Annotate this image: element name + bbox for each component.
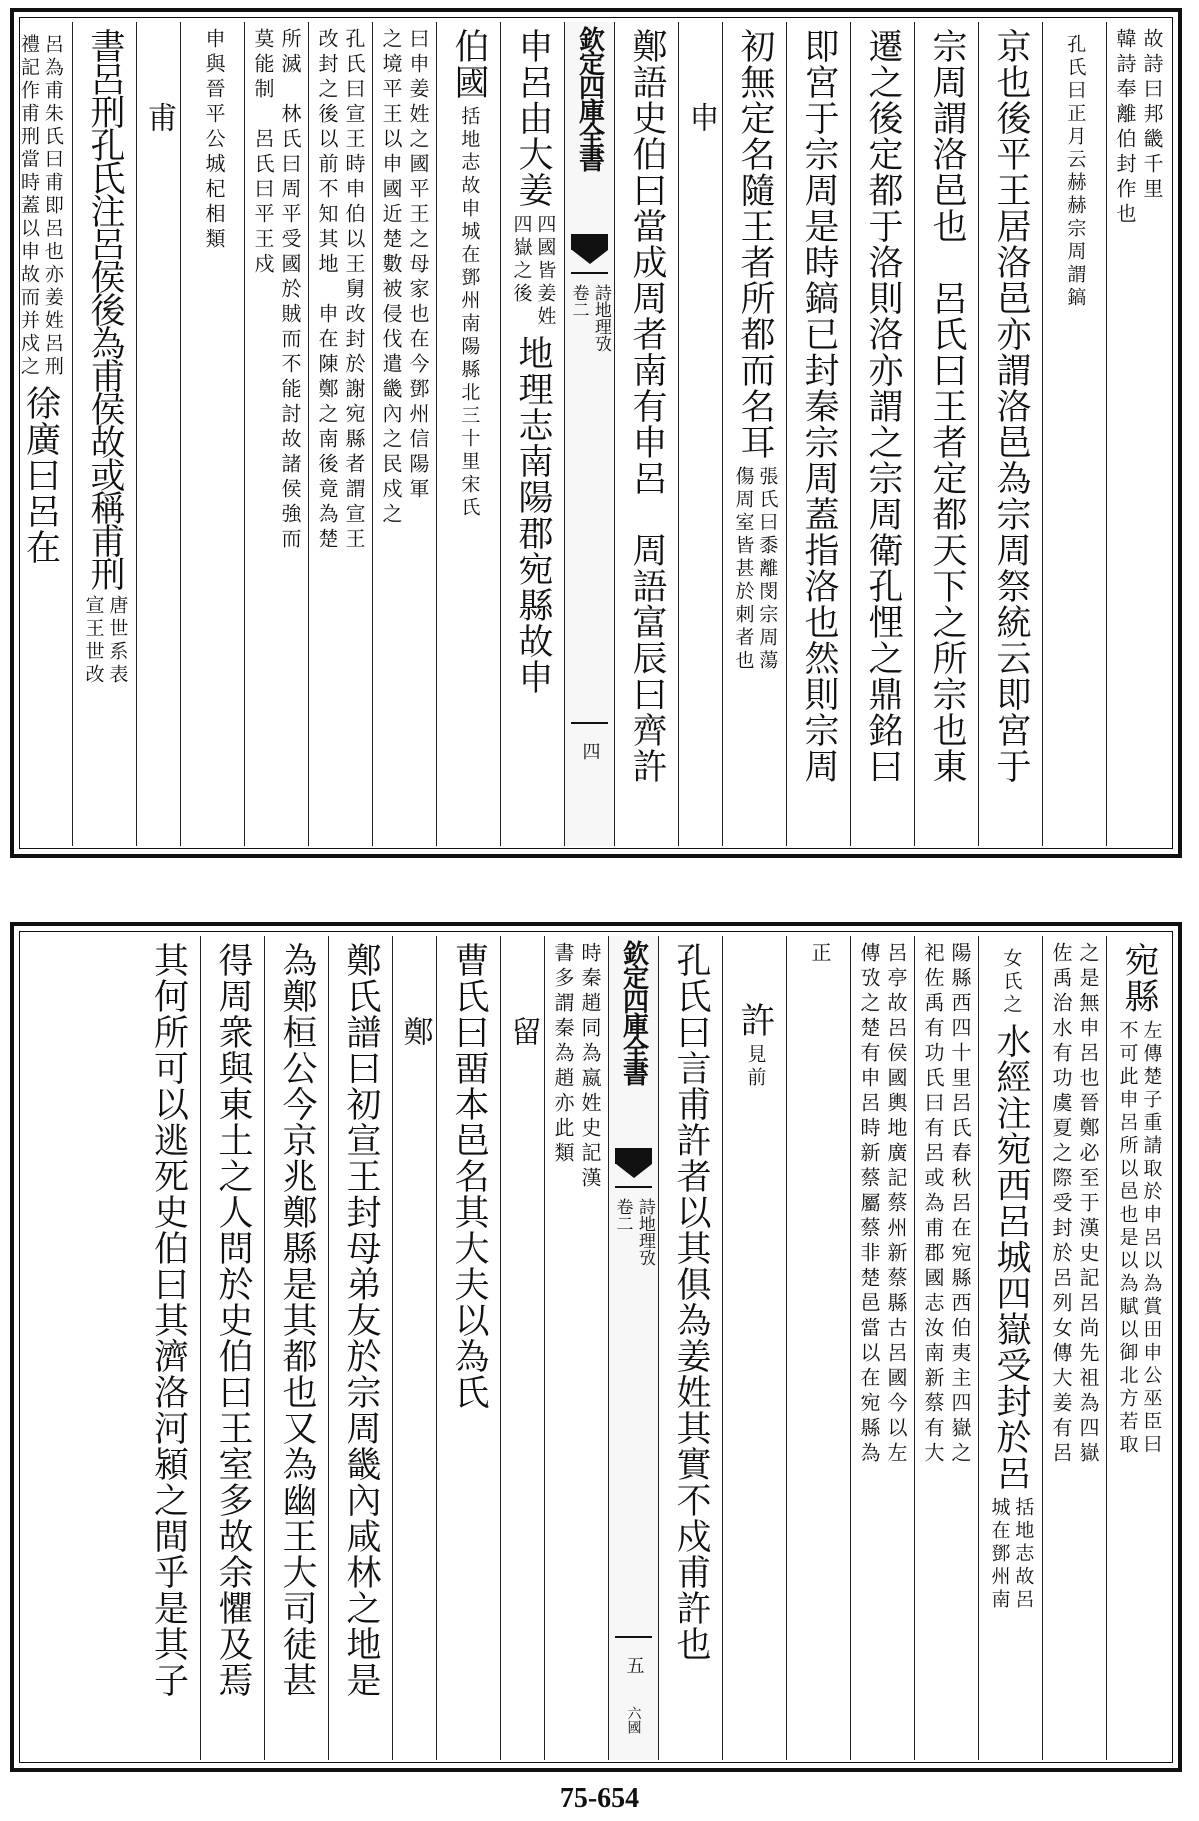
main-text: 徐廣曰呂在 bbox=[20, 385, 61, 565]
annotation-line-left: 韓詩奉離伯封作也 bbox=[1113, 28, 1137, 228]
text-column bbox=[1042, 22, 1106, 846]
annotation-line-right: 正 bbox=[808, 942, 832, 967]
text-column bbox=[544, 936, 608, 1760]
annotation-pair bbox=[309, 28, 372, 842]
annotation-line-right: 見前 bbox=[744, 1044, 767, 1090]
text-column bbox=[392, 936, 436, 1760]
main-text: 曹氏曰畱本邑名其大夫以為氏 bbox=[449, 942, 489, 1410]
annotation-line-left: 莫能制 呂氏曰平王戍 bbox=[251, 28, 275, 278]
annotation-line-left: 書多謂秦為趙亦此類 bbox=[551, 942, 575, 1167]
annotation-line-left: 四嶽之後 bbox=[510, 214, 533, 306]
text-column bbox=[722, 936, 786, 1760]
main-text: 鄭氏譜曰初宣王封母弟友於宗周畿內咸林之地是 bbox=[341, 942, 381, 1698]
annotation-line-right: 唐世系表 bbox=[106, 595, 129, 687]
upper-page-columns bbox=[18, 22, 1170, 846]
section-heading: 申 bbox=[683, 102, 719, 133]
mixed-column bbox=[1064, 28, 1086, 310]
annotation-line-right: 孔氏曰宣王時申伯以王舅改封於謝宛縣者謂宣王 bbox=[342, 28, 366, 553]
annotation-pair bbox=[744, 1044, 766, 1090]
annotation-pair bbox=[787, 942, 850, 1756]
annotation-line-right: 括地志故申城在鄧州南陽縣北三十里宋氏 bbox=[458, 106, 481, 520]
text-column bbox=[914, 22, 978, 846]
lower-page-panel bbox=[10, 922, 1182, 1772]
annotation-line-left: 不可此申呂所以邑也是以為賦以御北方若取 bbox=[1116, 1020, 1139, 1457]
annotation-pair bbox=[851, 942, 914, 1756]
text-column bbox=[264, 936, 328, 1760]
main-text: 水經注宛西呂城四嶽受封於呂 bbox=[991, 1023, 1031, 1491]
annotation-line-right: 時秦趙同為嬴姓史記漢 bbox=[578, 942, 602, 1192]
annotation-pair bbox=[1107, 28, 1170, 842]
page-number-caption: 75-654 bbox=[559, 1783, 640, 1814]
text-column bbox=[136, 936, 200, 1760]
text-column bbox=[786, 22, 850, 846]
mixed-column bbox=[988, 942, 1034, 1612]
spine-book-name: 詩地理攷 bbox=[590, 284, 611, 352]
text-column bbox=[180, 22, 244, 846]
mixed-column bbox=[17, 28, 63, 565]
folio-number: 四 bbox=[579, 742, 601, 760]
spine-rule bbox=[615, 1636, 652, 1638]
spine-subtitle bbox=[612, 1198, 655, 1266]
mixed-column bbox=[1116, 942, 1162, 1457]
annotation-line-right: 女氏之 bbox=[1000, 948, 1023, 1017]
spine-volume: 卷二 bbox=[568, 284, 589, 318]
annotation-pair bbox=[82, 595, 128, 687]
annotation-line-right: 之是無申呂也晉鄭必至于漢史記呂尚先祖為四嶽 bbox=[1076, 942, 1100, 1467]
text-column bbox=[658, 936, 722, 1760]
text-column bbox=[8, 22, 72, 846]
spine-rule bbox=[571, 722, 608, 724]
annotation-pair bbox=[181, 28, 244, 842]
section-heading: 許 bbox=[735, 1002, 775, 1038]
annotation-line-left: 改封之後以前不知其地 申在陳鄭之南後竟為楚 bbox=[315, 28, 339, 553]
annotation-pair bbox=[373, 28, 436, 842]
text-column bbox=[308, 22, 372, 846]
text-column bbox=[614, 22, 678, 846]
annotation-line-right: 呂亭故呂侯國輿地廣記蔡州新蔡縣古呂國今以左 bbox=[884, 942, 908, 1467]
annotation-pair bbox=[988, 1497, 1034, 1612]
annotation-line-right: 陽縣西四十里呂氏春秋呂在宛縣西伯夷主四嶽之 bbox=[948, 942, 972, 1467]
annotation-line-left: 宣王世改 bbox=[82, 595, 105, 687]
spine-title: 欽定四庫全書 bbox=[618, 940, 649, 1084]
annotation-line-right: 呂為甫朱氏曰甫即呂也亦姜姓呂刑 bbox=[41, 34, 64, 379]
annotation-pair bbox=[510, 214, 556, 329]
annotation-pair bbox=[458, 106, 480, 520]
text-column bbox=[1106, 22, 1170, 846]
text-column bbox=[786, 936, 850, 1760]
text-column bbox=[850, 936, 914, 1760]
text-column bbox=[372, 22, 436, 846]
mixed-column bbox=[732, 28, 778, 673]
text-column bbox=[436, 936, 500, 1760]
text-column bbox=[1106, 936, 1170, 1760]
annotation-line-right: 所滅 林氏曰周平受國於賊而不能討故諸侯強而 bbox=[278, 28, 302, 553]
text-column bbox=[328, 936, 392, 1760]
annotation-pair bbox=[1116, 1020, 1162, 1457]
fish-tail-mark bbox=[571, 234, 608, 274]
annotation-line-right: 曰申姜姓之國平王之母家也在今鄧州信陽軍 bbox=[406, 28, 430, 503]
text-column bbox=[914, 936, 978, 1760]
annotation-pair bbox=[545, 942, 608, 1756]
annotation-pair bbox=[1043, 942, 1106, 1756]
annotation-line-left: 佐禹治水有功虞夏之際受封於呂列女傳大姜有呂 bbox=[1049, 942, 1073, 1467]
upper-page-panel bbox=[10, 8, 1182, 858]
main-text: 為鄭桓公今京兆鄭縣是其都也又為幽王大司徒甚 bbox=[277, 942, 317, 1698]
fish-tail-mark bbox=[615, 1148, 652, 1188]
annotation-line-right: 張氏曰黍離閔宗周蕩 bbox=[756, 466, 779, 673]
text-column bbox=[500, 22, 564, 846]
main-text: 孔氏曰言甫許者以其俱為姜姓其實不戍甫許也 bbox=[671, 942, 711, 1662]
annotation-line-right: 括地志故呂 bbox=[1012, 1497, 1035, 1612]
mixed-column bbox=[510, 28, 556, 695]
spine-title: 欽定四庫全書 bbox=[574, 26, 605, 170]
main-text: 鄭語史伯曰當成周者南有申呂 周語富辰曰齊許 bbox=[627, 28, 667, 784]
main-text: 初無定名隨王者所都而名耳 bbox=[735, 28, 775, 460]
annotation-pair bbox=[17, 34, 63, 379]
text-column bbox=[1042, 936, 1106, 1760]
text-column bbox=[72, 22, 136, 846]
text-column bbox=[850, 22, 914, 846]
annotation-pair bbox=[1064, 34, 1086, 310]
annotation-line-right: 申與晉平公城杞相類 bbox=[202, 28, 226, 253]
mixed-column bbox=[449, 28, 489, 520]
annotation-line-left: 祀佐禹有功氏曰有呂或為甫郡國志汝南新蔡有大 bbox=[921, 942, 945, 1467]
main-text: 遷之後定都于洛則洛亦謂之宗周衛孔悝之鼎銘曰 bbox=[863, 28, 903, 784]
main-text: 即宮于宗周是時鎬已封秦宗周蓋指洛也然則宗周 bbox=[799, 28, 839, 784]
main-text: 得周衆與東土之人問於史伯曰王室多故余懼及焉 bbox=[213, 942, 253, 1698]
annotation-line-left: 城在鄧州南 bbox=[988, 1497, 1011, 1612]
spine-book-name: 詩地理攷 bbox=[634, 1198, 655, 1266]
main-text: 地理志南陽郡宛縣故申 bbox=[513, 335, 553, 695]
folio-number: 五 bbox=[623, 1656, 645, 1674]
spine-bottom-mark: 六國 bbox=[625, 1706, 642, 1734]
text-column bbox=[436, 22, 500, 846]
annotation-pair bbox=[915, 942, 978, 1756]
main-text: 申呂由大姜 bbox=[513, 28, 553, 208]
text-column bbox=[200, 936, 264, 1760]
mixed-column bbox=[735, 942, 775, 1090]
section-heading: 甫 bbox=[141, 102, 177, 133]
section-heading: 留 bbox=[505, 1016, 541, 1047]
book-spine-column bbox=[608, 936, 658, 1760]
text-column bbox=[136, 22, 180, 846]
main-text: 其何所可以逃死史伯曰其濟洛河潁之間乎是其子 bbox=[148, 942, 189, 1698]
annotation-line-left: 之境平王以申國近楚數被侵伐遣畿內之民戍之 bbox=[379, 28, 403, 528]
main-text: 書呂刑孔氏注呂侯後為甫侯故或稱甫刑 bbox=[85, 28, 125, 589]
book-spine-column bbox=[564, 22, 614, 846]
lower-page-columns bbox=[22, 936, 1170, 1760]
annotation-pair bbox=[1000, 948, 1022, 1017]
main-text: 伯國 bbox=[449, 28, 489, 100]
section-heading: 鄭 bbox=[397, 1016, 433, 1047]
annotation-line-left: 傳攷之楚有申呂時新蔡屬蔡非楚邑當以在宛縣為 bbox=[857, 942, 881, 1467]
spine-volume: 卷二 bbox=[612, 1198, 633, 1232]
text-column bbox=[978, 22, 1042, 846]
annotation-pair bbox=[245, 28, 308, 842]
annotation-line-left: 禮記作甫刑當時蓋以申故而并戍之 bbox=[18, 34, 40, 379]
annotation-line-right: 孔氏曰正月云赫赫宗周謂鎬 bbox=[1064, 34, 1087, 310]
text-column bbox=[678, 22, 722, 846]
text-column bbox=[722, 22, 786, 846]
mixed-column bbox=[82, 28, 128, 687]
text-column bbox=[978, 936, 1042, 1760]
text-column bbox=[244, 22, 308, 846]
annotation-pair bbox=[732, 466, 778, 673]
text-column bbox=[500, 936, 544, 1760]
main-text: 京也後平王居洛邑亦謂洛邑為宗周祭統云即宮于 bbox=[991, 28, 1031, 784]
annotation-line-right: 左傳楚子重請取於申呂以為賞田申公巫臣曰 bbox=[1140, 1020, 1163, 1457]
spine-subtitle bbox=[568, 284, 611, 352]
main-text: 宗周謂洛邑也 呂氏曰王者定都天下之所宗也東 bbox=[927, 28, 967, 784]
main-text: 宛縣 bbox=[1119, 942, 1159, 1014]
annotation-line-right: 四國皆姜姓 bbox=[534, 214, 557, 329]
annotation-line-right: 故詩曰邦畿千里 bbox=[1140, 28, 1164, 203]
annotation-line-left: 傷周室皆甚於刺者也 bbox=[732, 466, 755, 673]
